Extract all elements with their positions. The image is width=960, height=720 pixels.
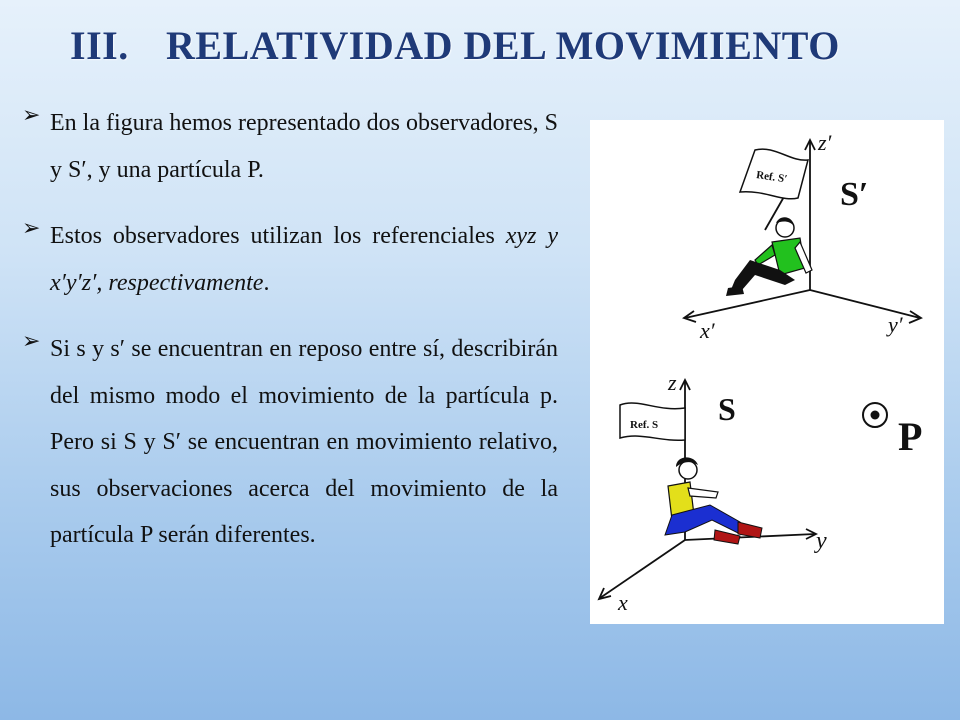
slide-title — [70, 22, 910, 69]
bullet-text-3: Si s y s′ se encuentran en reposo entre sí, describirán del mismo modo el movimiento de la partícula p. Pero si S y S′ se encuentran en movimiento relativo, sus observaciones acerca del movimiento de la partícula P serán diferentes. — [50, 336, 558, 548]
bullet-item-1 — [22, 100, 558, 193]
bullet-text-1: En la figura hemos representado dos observadores, S y S′, y una partícula P. — [50, 110, 558, 183]
bullet-text-2-end: . — [263, 269, 270, 296]
bullet-text-2-italic: xyz y x′y′z′, respectivamente — [50, 223, 558, 296]
figure-svg — [590, 120, 944, 624]
z-label: z — [668, 370, 677, 395]
y-label: y — [816, 528, 827, 554]
reference-frames-figure — [590, 120, 944, 624]
arrow-bullet-icon: ➢ — [22, 102, 41, 127]
bullet-text-2 — [50, 213, 558, 306]
flag-bottom-label: Ref. S — [630, 419, 659, 431]
observer-s-label: S — [718, 391, 736, 427]
top-clear — [590, 120, 944, 624]
title-text: RELATIVIDAD DEL MOVIMIENTO — [166, 23, 840, 68]
arrow-bullet-icon: ➢ — [22, 328, 41, 353]
flag-top-label: Ref. S′ — [755, 169, 789, 186]
y-prime-label: y′ — [888, 312, 903, 337]
head-bottom — [679, 461, 697, 479]
arrow-bullet-icon: ➢ — [22, 215, 41, 240]
particle-dot-icon — [871, 411, 880, 420]
x-prime-label: x′ — [700, 318, 715, 343]
particle-label: P — [898, 414, 923, 459]
z-prime-label: z′ — [818, 130, 832, 155]
bullet-item-2 — [22, 213, 558, 306]
section-numeral: III. — [70, 23, 129, 68]
observer-s-prime-label: S′ — [840, 176, 869, 213]
bullet-list — [22, 100, 558, 579]
bullet-text-2-plain: Estos observadores utilizan los referenciales — [50, 223, 506, 249]
flag-bottom — [620, 403, 685, 440]
bullet-item-3 — [22, 326, 558, 559]
x-label: x — [618, 590, 628, 615]
